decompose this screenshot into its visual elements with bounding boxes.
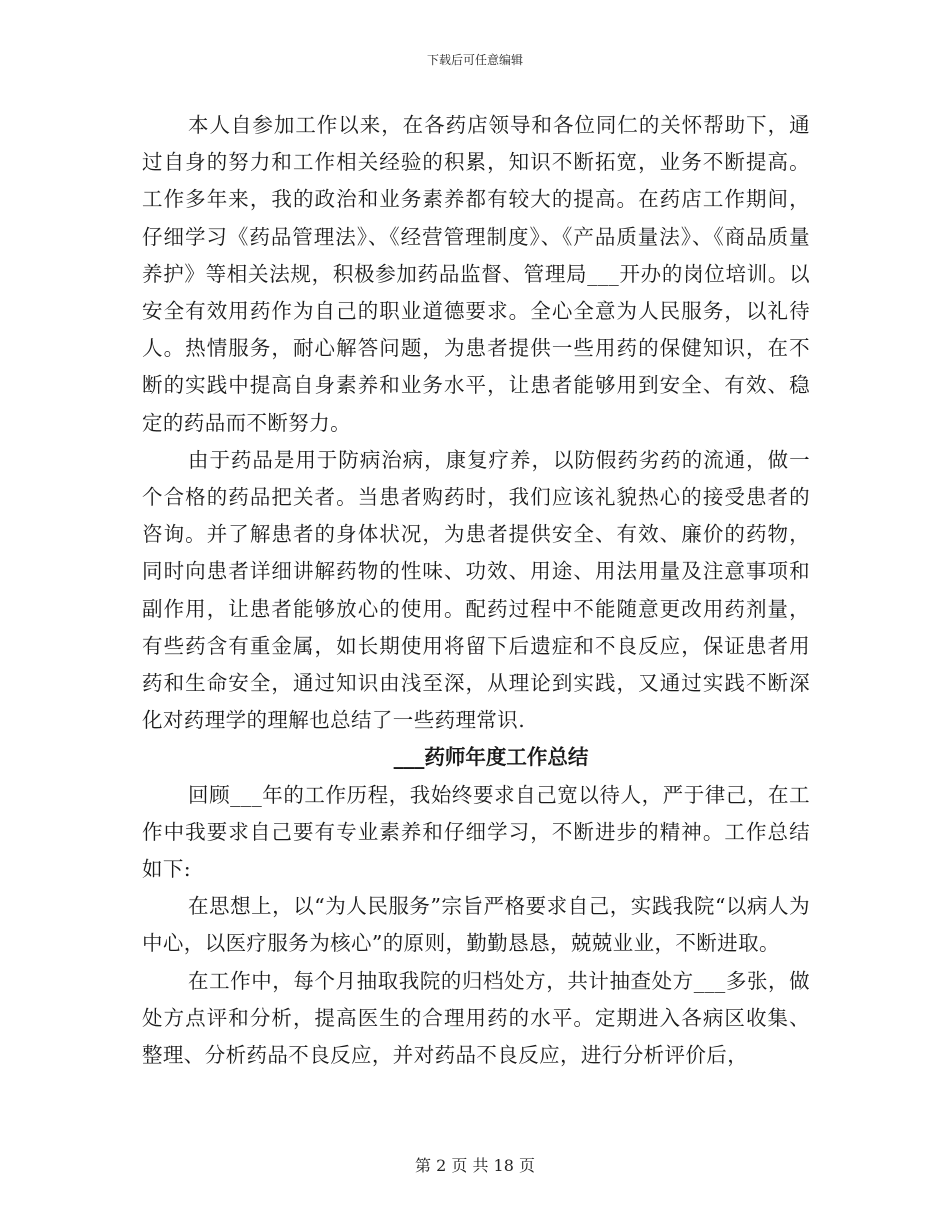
paragraph: 在工作中，每个月抽取我院的归档处方，共计抽查处方___多张，做处方点评和分析，提高医生的合理用药的水平。定期进入各病区收集、整理、分析药品不良反应，并对药品不良反应，进行分析评价后， — [142, 968, 810, 1068]
document-body — [142, 107, 810, 1074]
section-title: ___药师年度工作总结 — [393, 745, 589, 770]
paragraph: 本人自参加工作以来，在各药店领导和各位同仁的关怀帮助下，通过自身的努力和工作相关经验的积累，知识不断拓宽，业务不断提高。工作多年来，我的政治和业务素养都有较大的提高。在药店工作期间，仔细学习《药品管理法》、《经营管理制度》、《产品质量法》、《商品质量养护》等相关法规，积极参加药品监督、管理局___开办的岗位培训。以安全有效用药作为自己的职业道德要求。全心全意为人民服务，以礼待人。热情服务，耐心解答问题，为患者提供一些用药的保健知识，在不断的实践中提高自身素养和业务水平，让患者能够用到安全、有效、稳定的药品而不断努力。 — [142, 113, 810, 435]
paragraph: 由于药品是用于防病治病，康复疗养，以防假药劣药的流通，做一个合格的药品把关者。当患者购药时，我们应该礼貌热心的接受患者的咨询。并了解患者的身体状况，为患者提供安全、有效、廉价的药物，同时向患者详细讲解药物的性味、功效、用途、用法用量及注意事项和副作用，让患者能够放心的使用。配药过程中不能随意更改用药剂量，有些药含有重金属，如长期使用将留下后遗症和不良反应，保证患者用药和生命安全，通过知识由浅至深，从理论到实践，又通过实践不断深化对药理学的理解也总结了一些药理常识. — [142, 447, 810, 733]
paragraph: 在思想上，以“为人民服务”宗旨严格要求自己，实践我院“以病人为中心，以医疗服务为核心”的原则，勤勤恳恳，兢兢业业，不断进取。 — [142, 894, 810, 956]
paragraph: 回顾___年的工作历程，我始终要求自己宽以待人，严于律己，在工作中我要求自己要有专业素养和仔细学习，不断进步的精神。工作总结如下: — [142, 782, 810, 882]
page-header: 下载后可任意编辑 — [426, 53, 523, 67]
page-footer: 第 2 页 共 18 页 — [415, 1156, 535, 1175]
